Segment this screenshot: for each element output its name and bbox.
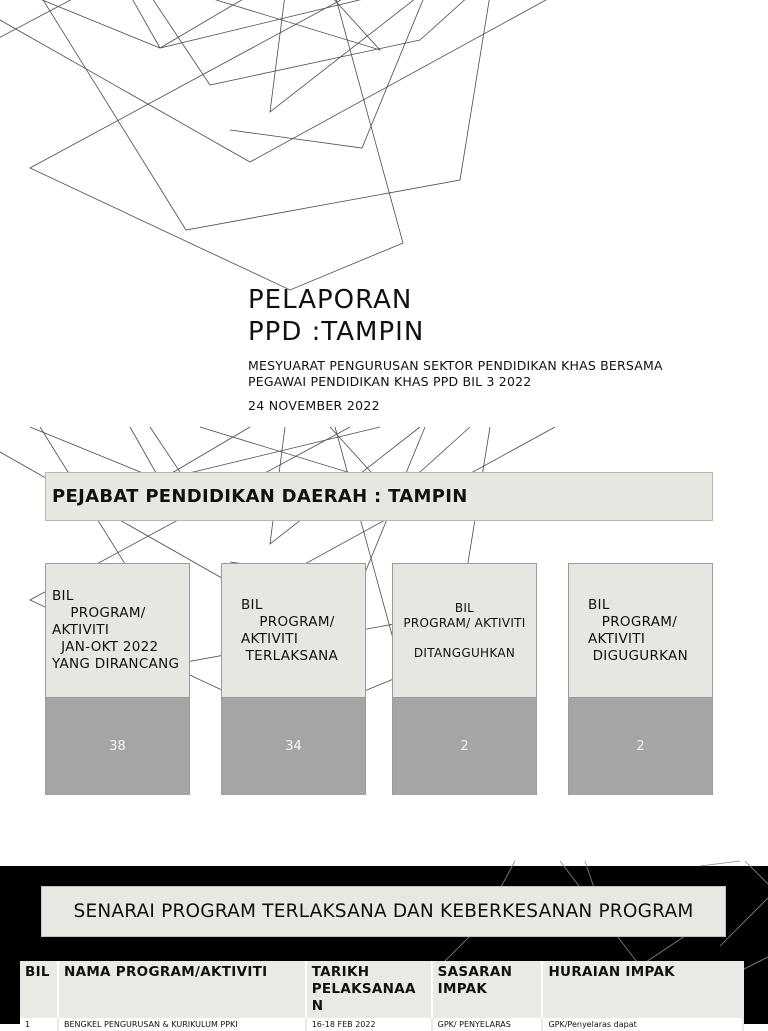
program-list-slide bbox=[0, 866, 768, 1029]
stat-card-planned bbox=[45, 563, 190, 795]
stat-card-label: BIL PROGRAM/ AKTIVITI DIGUGURKAN bbox=[588, 596, 688, 664]
table-cell: GPK/ PENYELARAS bbox=[432, 1018, 543, 1031]
table-cell: BENGKEL PENGURUSAN & KURIKULUM PPKI bbox=[58, 1018, 306, 1031]
stat-card-value: 38 bbox=[109, 739, 126, 754]
column-header: SASARAN IMPAK bbox=[432, 961, 543, 1018]
meeting-subtitle: MESYUARAT PENGURUSAN SEKTOR PENDIDIKAN KHAS BERSAMA PEGAWAI PENDIDIKAN KHAS PPD BIL 3 2022 bbox=[248, 358, 663, 389]
title-line-2: PPD :TAMPIN bbox=[248, 317, 425, 347]
statistics-slide bbox=[0, 432, 768, 866]
stat-card-cancelled bbox=[568, 563, 713, 795]
column-header: HURAIAN IMPAK bbox=[548, 964, 675, 980]
stat-card-label: BIL PROGRAM/ AKTIVITI DITANGGUHKAN bbox=[403, 600, 526, 660]
district-header bbox=[45, 472, 713, 521]
stat-card-value-box bbox=[46, 698, 189, 795]
program-list-title-text: SENARAI PROGRAM TERLAKSANA DAN KEBERKESANAN PROGRAM bbox=[73, 901, 694, 922]
table-cell: 1 bbox=[20, 1018, 58, 1031]
stat-card-label-box bbox=[393, 564, 536, 698]
column-header: BIL bbox=[20, 961, 58, 1018]
column-header: TARIKH PELAKSANAA N bbox=[306, 961, 432, 1018]
stat-card-value-box bbox=[569, 698, 712, 795]
table-header-row bbox=[20, 961, 743, 1018]
title-line-1: PELAPORAN bbox=[248, 285, 413, 315]
stat-card-value: 34 bbox=[285, 739, 302, 754]
table-row bbox=[20, 1018, 743, 1031]
table-cell: GPK/Penyelaras dapat bbox=[542, 1018, 743, 1031]
stat-card-label: BIL PROGRAM/ AKTIVITI TERLAKSANA bbox=[241, 596, 339, 664]
meeting-date: 24 NOVEMBER 2022 bbox=[248, 398, 380, 413]
district-header-text: PEJABAT PENDIDIKAN DAERAH : TAMPIN bbox=[52, 486, 468, 507]
stat-card-value: 2 bbox=[636, 739, 645, 754]
column-header: NAMA PROGRAM/AKTIVITI bbox=[58, 961, 306, 1018]
stat-card-label-box bbox=[46, 564, 189, 698]
stat-card-postponed bbox=[392, 563, 537, 795]
table-cell: 16-18 FEB 2022 bbox=[306, 1018, 432, 1031]
title-slide bbox=[0, 0, 768, 432]
program-list-title bbox=[41, 886, 726, 937]
stat-card-label-box bbox=[569, 564, 712, 698]
program-table bbox=[20, 961, 744, 1031]
stat-card-implemented bbox=[221, 563, 366, 795]
stat-card-value-box bbox=[222, 698, 365, 795]
presentation-title bbox=[248, 284, 688, 348]
stat-card-label: BIL PROGRAM/ AKTIVITI JAN-OKT 2022 YANG DIRANCANG bbox=[52, 588, 180, 672]
stat-card-label-box bbox=[222, 564, 365, 698]
title-block bbox=[248, 284, 688, 413]
stat-card-value-box bbox=[393, 698, 536, 795]
stat-card-value: 2 bbox=[460, 739, 469, 754]
